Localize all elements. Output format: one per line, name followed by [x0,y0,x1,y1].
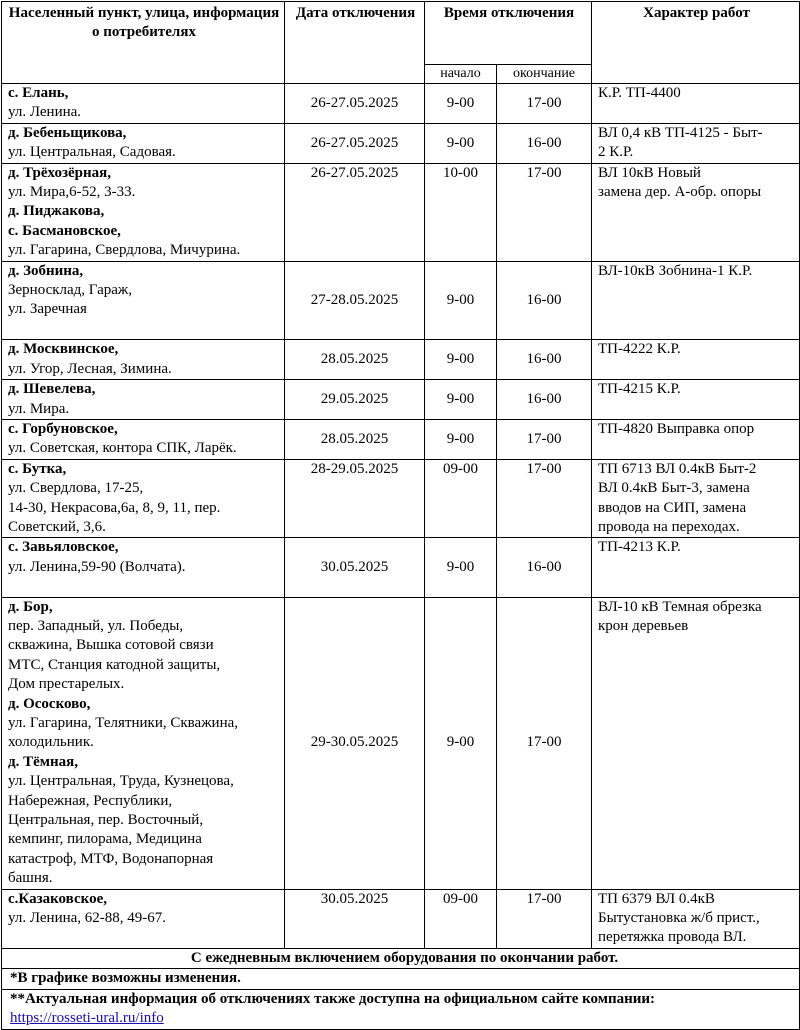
street-list: ул. Гагарина, Телятники, Скважина, [8,715,239,731]
work-description-cell [592,459,800,538]
end-time-cell: 17-00 [497,419,592,459]
street-list: башня. [8,870,53,887]
start-time-cell: 10-00 [425,163,497,261]
end-time-cell: 17-00 [497,597,592,889]
start-time-cell: 9-00 [425,538,497,597]
street-list: Советский, 3,6. [8,518,106,535]
header-work: Характер работ [592,2,800,84]
end-time-cell: 16-00 [497,538,592,597]
location-cell [2,597,285,889]
settlement-name: д. Бор, [8,598,53,615]
street-list: ул. Угор, Лесная, Зимина. [8,360,172,377]
settlement-name: д. Бебеньщикова, [8,124,127,141]
footer-note-site-text: **Актуальная информация об отключениях также доступна на официальном сайте компании: [10,990,656,1007]
work-description-cell [592,123,800,163]
start-time-cell: 9-00 [425,261,497,340]
work-line: замена дер. А-обр. опоры [598,184,762,201]
end-time-cell: 17-00 [497,163,592,261]
location-cell [2,340,285,380]
street-list: Набережная, Республики, [8,792,173,809]
location-cell [2,538,285,597]
settlement-name: д. Трёхозёрная, [8,164,111,181]
start-time-cell: 9-00 [425,123,497,163]
table-row [2,380,800,420]
start-time-cell: 9-00 [425,84,497,124]
work-line: Бытустановка ж/б прист., [598,910,760,927]
settlement-name: д. Шевелева, [8,381,96,398]
work-description-cell [592,163,800,261]
start-time-cell: 9-00 [425,419,497,459]
work-line: провода на переходах. [598,518,740,535]
start-time-cell: 09-00 [425,459,497,538]
street-list: пер. Западный, ул. Победы, [8,617,184,634]
street-list: ул. Ленина. [8,104,82,121]
work-line: ВЛ 10кВ Новый [598,164,701,181]
header-end: окончание [497,65,592,84]
street-list [8,320,284,339]
street-list: ул. Заречная [8,301,87,318]
start-time-cell: 09-00 [425,889,497,948]
work-description-cell [592,538,800,597]
header-time: Время отключения [425,2,592,65]
work-line: ВЛ-10 кВ Темная обрезка [598,598,762,615]
settlement-name: с.Казаковское, [8,890,107,907]
street-list: ул. Центральная, Садовая. [8,144,176,161]
date-cell: 27-28.05.2025 [285,261,425,340]
location-cell [2,163,285,261]
date-cell: 29.05.2025 [285,380,425,420]
table-row [2,261,800,340]
settlement-name: с. Завьяловское, [8,539,119,556]
street-list: кемпинг, пилорама, Медицина [8,831,202,848]
company-site-link[interactable]: https://rosseti-ural.ru/info [10,1010,164,1027]
work-line: ВЛ 0,4 кВ ТП-4125 - Быт- [598,124,763,141]
date-cell: 30.05.2025 [285,538,425,597]
work-line: ТП-4213 К.Р. [598,539,681,556]
header-location: Населенный пункт, улица, информация о потребителях [2,2,285,84]
settlement-name: с. Бутка, [8,460,67,477]
street-list: 14-30, Некрасова,6а, 8, 9, 11, пер. [8,499,221,516]
work-description-cell [592,340,800,380]
settlement-name: д. Москвинское, [8,341,119,358]
end-time-cell: 16-00 [497,340,592,380]
street-list: ул. Ленина, 62-88, 49-67. [8,910,167,927]
date-cell: 28-29.05.2025 [285,459,425,538]
table-row [2,889,800,948]
work-description-cell [592,261,800,340]
start-time-cell: 9-00 [425,340,497,380]
table-row [2,597,800,889]
settlement-name: с. Горбуновское, [8,420,118,437]
work-description-cell [592,889,800,948]
settlement-name: д. Зобнина, [8,262,84,279]
end-time-cell: 17-00 [497,84,592,124]
street-list: катастроф, МТФ, Водонапорная [8,850,214,867]
date-cell: 28.05.2025 [285,419,425,459]
street-list: ул. Мира. [8,400,70,417]
work-description-cell [592,419,800,459]
settlement-name: д. Тёмная, [8,753,78,770]
street-list: холодильник. [8,734,94,751]
end-time-cell: 16-00 [497,380,592,420]
location-cell [2,459,285,538]
table-row [2,538,800,597]
street-list: скважина, Вышка сотовой связи [8,637,214,654]
footer-daily: С ежедневным включением оборудования по окончании работ. [2,948,800,968]
table-row [2,163,800,261]
settlement-name: с. Басмановское, [8,222,121,239]
footer-daily-row [2,948,800,968]
date-cell: 29-30.05.2025 [285,597,425,889]
work-line: вводов на СИП, замена [598,499,747,516]
date-cell: 28.05.2025 [285,340,425,380]
end-time-cell: 16-00 [497,261,592,340]
settlement-name: с. Елань, [8,85,69,101]
street-list [8,577,284,596]
work-line: К.Р. ТП-4400 [598,85,681,101]
work-description-cell [592,380,800,420]
header-date: Дата отключения [285,2,425,84]
date-cell: 26-27.05.2025 [285,84,425,124]
work-line: ТП-4222 К.Р. [598,341,681,358]
work-description-cell [592,84,800,124]
footer-note2-row [2,989,800,1029]
street-list: Центральная, пер. Восточный, [8,812,204,829]
table-row [2,419,800,459]
location-cell [2,123,285,163]
location-cell [2,380,285,420]
street-list [8,928,284,947]
date-cell: 26-27.05.2025 [285,163,425,261]
work-line: перетяжка провода ВЛ. [598,929,747,946]
start-time-cell: 9-00 [425,597,497,889]
end-time-cell: 16-00 [497,123,592,163]
work-line: 2 К.Р. [598,144,634,161]
work-line: ВЛ-10кВ Зобнина-1 К.Р. [598,262,753,279]
start-time-cell: 9-00 [425,380,497,420]
date-cell: 30.05.2025 [285,889,425,948]
work-line: крон деревьев [598,617,689,634]
street-list: Дом престарелых. [8,676,125,693]
street-list: ул. Гагарина, Свердлова, Мичурина. [8,242,241,259]
street-list: ул. Свердлова, 17-25, [8,480,144,497]
street-list: ул. Центральная, Труда, Кузнецова, [8,773,234,790]
settlement-name: д. Ососково, [8,695,91,712]
date-cell: 26-27.05.2025 [285,123,425,163]
street-list: Зерносклад, Гараж, [8,282,133,299]
location-cell [2,889,285,948]
work-line: ТП 6713 ВЛ 0.4кВ Быт-2 [598,460,757,477]
footer-note-site [2,989,800,1029]
work-line: ТП-4820 Выправка опор [598,420,755,437]
footer-note-changes: *В графике возможны изменения. [2,969,800,989]
work-line: ТП-4215 К.Р. [598,381,681,398]
location-cell [2,84,285,124]
street-list: МТС, Станция катодной защиты, [8,656,221,673]
table-row [2,84,800,124]
location-cell [2,261,285,340]
work-line: ТП 6379 ВЛ 0.4кВ [598,890,715,907]
street-list: ул. Ленина,59-90 (Волчата). [8,558,186,575]
table-row [2,459,800,538]
end-time-cell: 17-00 [497,459,592,538]
table-row [2,123,800,163]
end-time-cell: 17-00 [497,889,592,948]
work-description-cell [592,597,800,889]
schedule-body [2,84,800,949]
work-line: ВЛ 0.4кВ Быт-3, замена [598,480,750,497]
street-list: ул. Мира,6-52, 3-33. [8,184,136,201]
location-cell [2,419,285,459]
header-row [2,2,800,65]
outage-schedule-table [1,1,800,1030]
footer-note1-row [2,969,800,989]
street-list: ул. Советская, контора СПК, Ларёк. [8,440,237,457]
settlement-name: д. Пиджакова, [8,203,105,220]
header-start: начало [425,65,497,84]
table-row [2,340,800,380]
